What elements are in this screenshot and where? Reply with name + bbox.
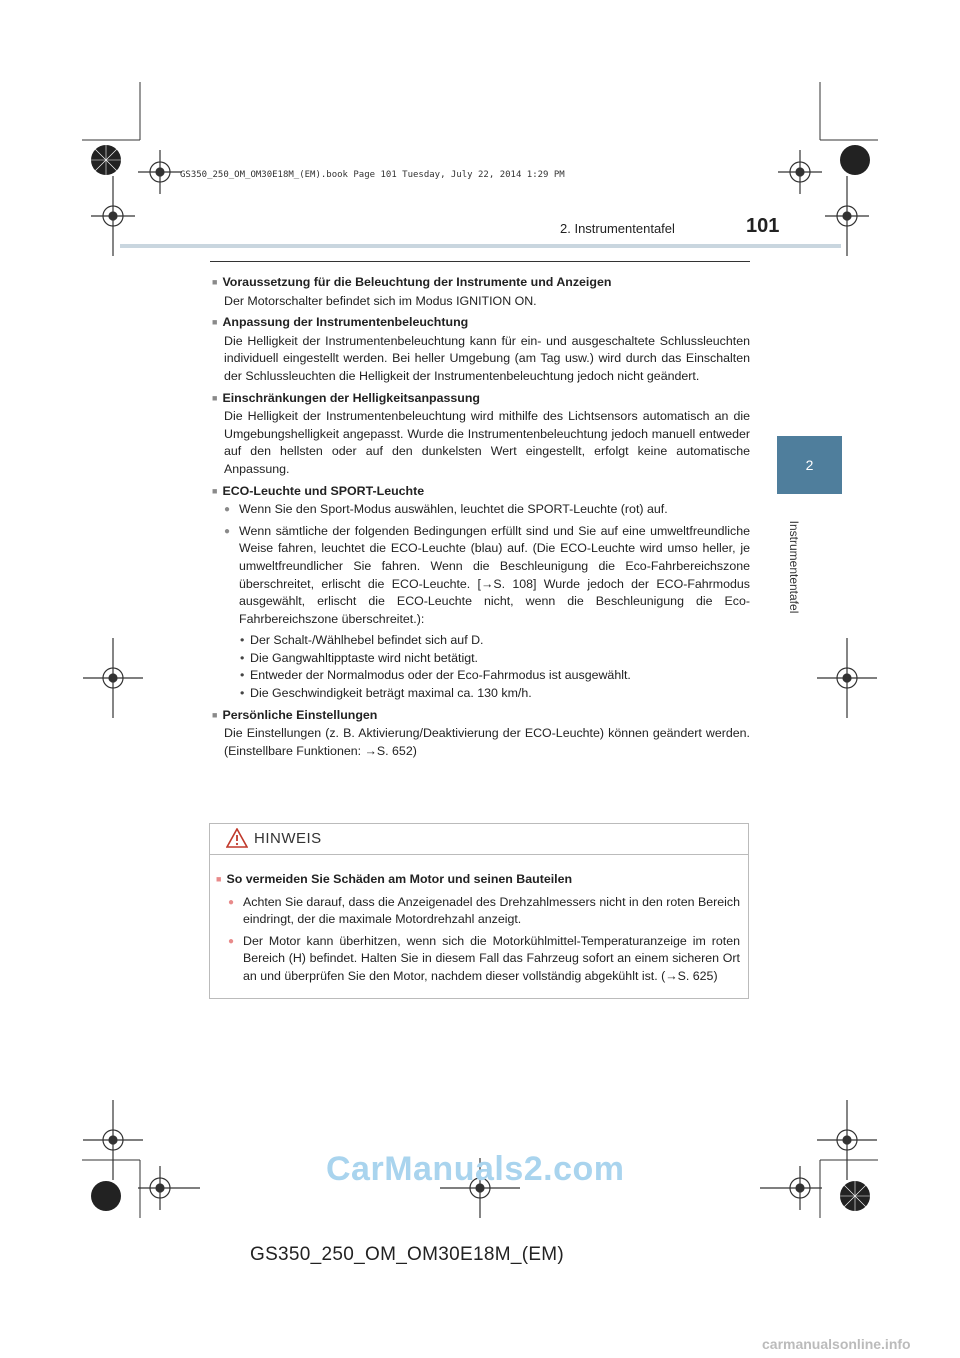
watermark-corner: carmanualsonline.info [762,1336,911,1352]
header-bar [120,244,841,248]
section-heading: ■ Einschränkungen der Helligkeitsanpassung [212,390,750,409]
sub-item: • Die Gangwahltipptaste wird nicht betätigt. [212,650,750,668]
section-body: Die Helligkeit der Instrumentenbeleuchtung kann für ein- und ausgeschaltete Schlussleuchten individuell eingestellt werden. Bei heller Umgebung (am Tag usw.) wird durch das Einschalten der Schlussleuchten die Helligkeit der Instrumentenbeleuchtung jedoch nicht geändert. [224,333,750,383]
main-content [212,270,750,764]
sub-item: • Der Schalt-/Wählhebel befindet sich auf D. [212,632,750,650]
header-rule [210,261,750,262]
section-title: 2. Instrumententafel [560,221,675,236]
section-body: Der Motorschalter befindet sich im Modus IGNITION ON. [224,293,537,308]
section-body: Die Einstellungen (z. B. Aktivierung/Deaktivierung der ECO-Leuchte) können geändert werden. (Einstellbare Funktionen: →S. 652) [224,726,750,758]
bullet-item: ● Wenn sämtliche der folgenden Bedingungen erfüllt sind und Sie auf eine umweltfreundliche Weise fahren, leuchtet die ECO-Leuchte (blau) auf. (Die ECO-Leuchte wird umso heller, je umweltfreundlicher Sie fahren. Wenn die Beschleunigung die Eco-Fahrbereichszone überschreitet, erlischt die ECO-Leuchte. [→S. 108] Wurde jedoch der ECO-Fahrmodus ausgewählt, erlischt die ECO-Leuchte nicht, wenn die Beschleunigung die Eco-Fahrbereichszone überschreitet.): [212,523,750,629]
section-heading: ■ ECO-Leuchte und SPORT-Leuchte [212,483,750,502]
book-info-line: GS350_250_OM_OM30E18M_(EM).book Page 101 Tuesday, July 22, 2014 1:29 PM [180,170,565,180]
watermark-logo: CarManuals2.com [326,1150,625,1188]
sub-item: • Die Geschwindigkeit beträgt maximal ca. 130 km/h. [212,685,750,703]
section-heading: ■ Persönliche Einstellungen [212,707,750,726]
section-heading: ■ Anpassung der Instrumentenbeleuchtung [212,314,750,333]
notice-bullet: ● Der Motor kann überhitzen, wenn sich die Motorkühlmittel-Temperaturanzeige im roten Bereich (H) befindet. Halten Sie in diesem Fall das Fahrzeug sofort an einem sicheren Ort an und überprüfen Sie den Motor, nachdem dieser vollständig abgekühlt ist. (→S. 625) [216,933,740,986]
notice-heading: ■ So vermeiden Sie Schäden am Motor und seinen Bauteilen [216,871,740,890]
warning-icon [226,828,248,848]
sub-item: • Entweder der Normalmodus oder der Eco-Fahrmodus ist ausgewählt. [212,667,750,685]
chapter-label [787,517,801,617]
notice-header [210,824,748,855]
chapter-label-text: Instrumententafel [787,520,801,614]
bullet-item: ● Wenn Sie den Sport-Modus auswählen, leuchtet die SPORT-Leuchte (rot) auf. [212,501,750,519]
section-heading: ■ Voraussetzung für die Beleuchtung der Instrumente und Anzeigen [212,274,750,293]
chapter-tab-number: 2 [805,457,814,473]
chapter-tab [777,436,842,494]
notice-bullet: ● Achten Sie darauf, dass die Anzeigenadel des Drehzahlmessers nicht in den roten Bereich eindringt, der die maximale Motordrehzahl anzeigt. [216,894,740,929]
notice-box [209,823,749,999]
footer-code: GS350_250_OM_OM30E18M_(EM) [250,1244,565,1265]
page-number: 101 [746,215,780,237]
notice-title: HINWEIS [254,830,322,847]
section-body: Die Helligkeit der Instrumentenbeleuchtung wird mithilfe des Lichtsensors automatisch an die Umgebungshelligkeit angepasst. Wurde die Instrumentenbeleuchtung jedoch manuell entweder auf den hellsten oder auf den dunkelsten Wert eingestellt, erfolgt keine automatische Anpassung. [224,409,750,476]
notice-body [210,855,748,986]
